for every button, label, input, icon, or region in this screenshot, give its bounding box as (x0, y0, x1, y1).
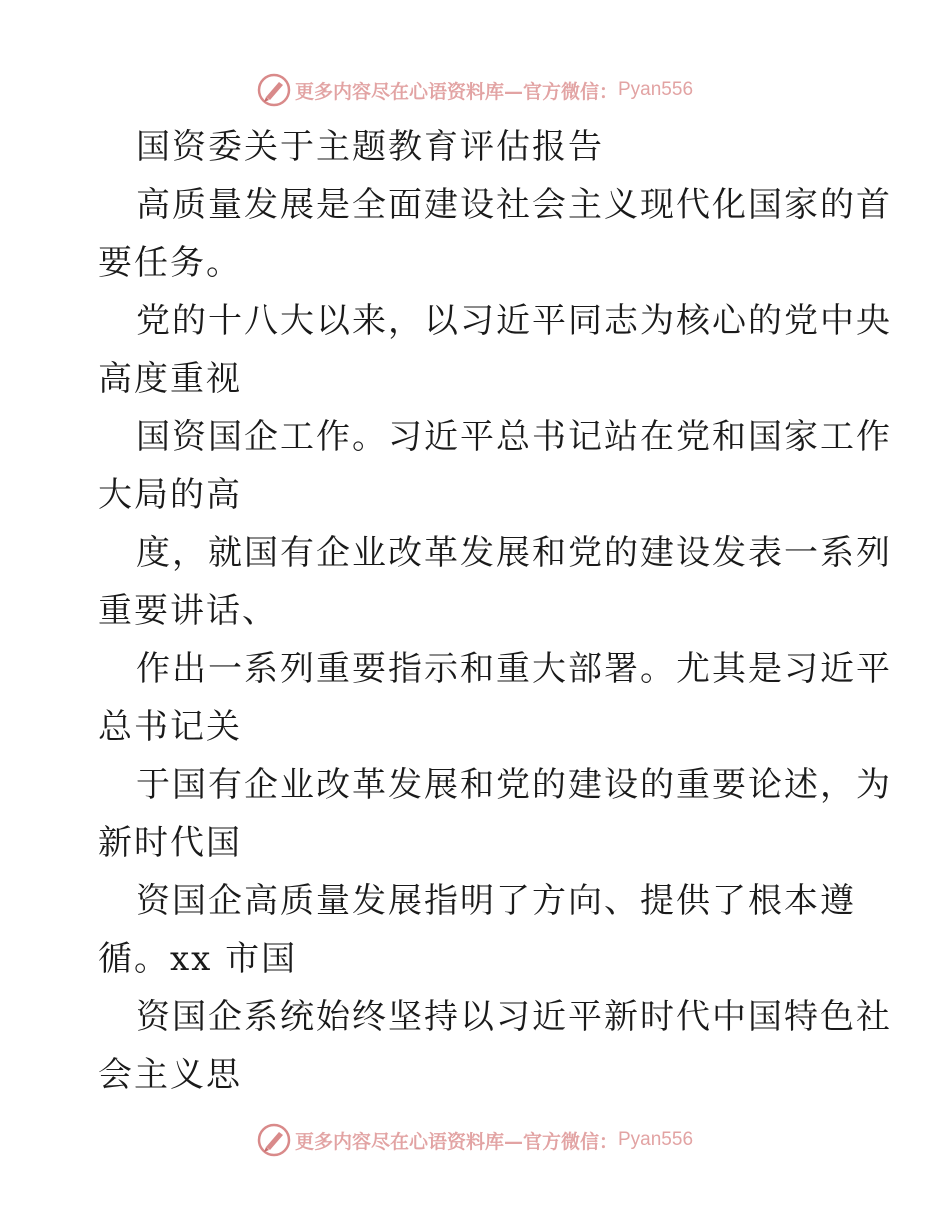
text-line: 会主义思 (98, 1055, 242, 1095)
text-line: 新时代国 (98, 823, 242, 863)
text-line: 循。xx 市国 (98, 939, 298, 979)
text-line: 资国企高质量发展指明了方向、提供了根本遵 (136, 881, 856, 921)
text-line: 大局的高 (98, 475, 242, 515)
pen-logo-icon (257, 73, 291, 107)
text-line: 度，就国有企业改革发展和党的建设发表一系列 (136, 533, 892, 573)
footer-watermark (0, 1120, 950, 1160)
text-line: 高质量发展是全面建设社会主义现代化国家的首 (136, 185, 892, 225)
text-line: 国资委关于主题教育评估报告 (136, 127, 604, 167)
header-watermark (0, 70, 950, 110)
watermark-text: 更多内容尽在心语资料库—官方微信： (294, 80, 618, 103)
document-body (98, 118, 892, 1104)
text-line: 要任务。 (98, 243, 242, 283)
text-line: 于国有企业改革发展和党的建设的重要论述，为 (136, 765, 892, 805)
text-line: 总书记关 (98, 707, 242, 747)
text-line: 重要讲话、 (98, 591, 278, 631)
text-line: 高度重视 (98, 359, 242, 399)
watermark-wechat-id: Pyan556 (618, 1129, 694, 1150)
watermark-text: 更多内容尽在心语资料库—官方微信： (294, 1130, 618, 1153)
text-line: 资国企系统始终坚持以习近平新时代中国特色社 (136, 997, 892, 1037)
text-line: 党的十八大以来，以习近平同志为核心的党中央 (136, 301, 892, 341)
text-line: 作出一系列重要指示和重大部署。尤其是习近平 (136, 649, 892, 689)
text-line: 国资国企工作。习近平总书记站在党和国家工作 (136, 417, 892, 457)
watermark-wechat-id: Pyan556 (618, 79, 694, 100)
pen-logo-icon (257, 1123, 291, 1157)
